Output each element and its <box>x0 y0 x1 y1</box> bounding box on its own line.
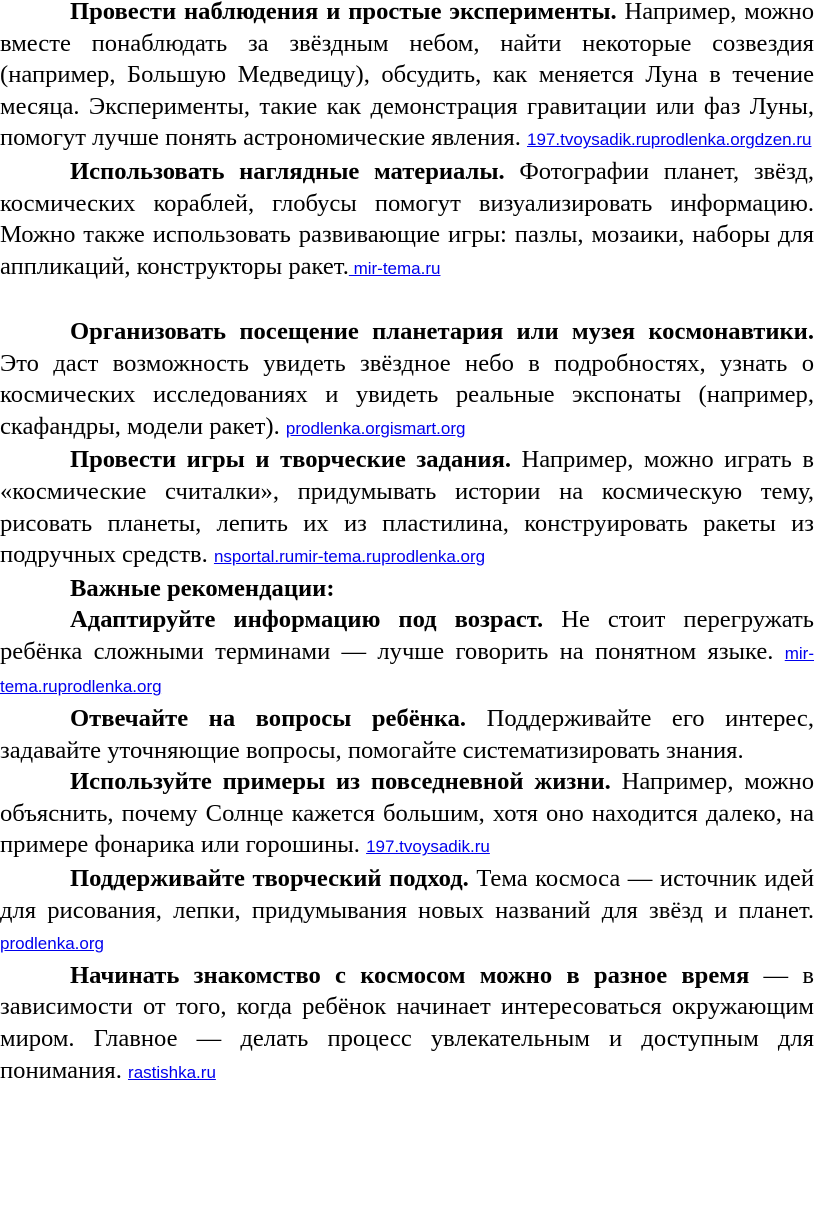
paragraph-text: Например, можно играть в «космические считалки», придумывать истории на космическую тему, рисовать планеты, лепить их из пластилина, конструировать ракеты из подручных средств. <box>0 446 815 569</box>
paragraph-heading: Использовать наглядные материалы. <box>70 157 505 185</box>
source-link[interactable]: mir-tema.ru <box>348 258 441 278</box>
source-link[interactable]: 197.tvoysadik.ruprodlenka.orgdzen.ru <box>527 130 812 150</box>
paragraph-heading: Используйте примеры из повседневной жизни. <box>70 768 611 796</box>
recommendation-creative <box>0 863 814 960</box>
paragraph-text: Тема космоса — источник идей для рисования, лепки, придумывания новых названий для звёзд и планет. <box>0 865 814 924</box>
paragraph-heading: Отвечайте на вопросы ребёнка. <box>70 705 467 733</box>
paragraph-text: Фотографии планет, звёзд, космических кораблей, глобусы помогут визуализировать информацию. Можно также использовать развивающие игры: пазлы, мозаики, наборы для аппликаций, конструкторы ракет. <box>0 157 814 280</box>
recommendation-age <box>0 604 814 703</box>
paragraph-heading: Поддерживайте творческий подход. <box>70 865 469 893</box>
source-link[interactable]: mir-tema.ruprodlenka.org <box>0 643 814 697</box>
paragraph-games <box>0 444 814 572</box>
paragraph-heading: Провести наблюдения и простые эксперименты. <box>70 0 617 25</box>
paragraph-heading: Адаптируйте информацию под возраст. <box>70 606 544 634</box>
paragraph-observations <box>0 0 814 156</box>
paragraph-visual-materials <box>0 156 814 284</box>
paragraph-text: Поддерживайте его интерес, задавайте уточняющие вопросы, помогайте систематизировать знания. <box>0 705 814 764</box>
paragraph-heading: Организовать посещение планетария или музея космонавтики. <box>70 317 814 345</box>
source-link[interactable]: rastishka.ru <box>128 1062 216 1082</box>
paragraph-text: Это даст возможность увидеть звёздное небо в подробностях, узнать о космических исследованиях и увидеть реальные экспонаты (например, скафандры, модели ракет). <box>0 349 814 440</box>
recommendations-heading: Важные рекомендации: <box>70 574 335 602</box>
source-link[interactable]: prodlenka.orgismart.org <box>285 418 466 438</box>
paragraph-heading: Начинать знакомство с космосом можно в разное время <box>70 961 750 989</box>
paragraph-text: Например, можно объяснить, почему Солнце кажется большим, хотя оно находится далеко, на примере фонарика или горошины. <box>0 768 814 859</box>
paragraph-text: — в зависимости от того, когда ребёнок начинает интересоваться окружающим миром. Главное — делать процесс увлекательным и доступным для понимания. <box>0 961 814 1084</box>
source-link[interactable]: 197.tvoysadik.ru <box>366 837 490 857</box>
source-link[interactable]: prodlenka.org <box>0 934 104 954</box>
source-link[interactable]: nsportal.rumir-tema.ruprodlenka.org <box>213 547 486 567</box>
paragraph-heading: Провести игры и творческие задания. <box>70 446 512 474</box>
recommendation-timing <box>0 960 814 1088</box>
paragraph-planetarium <box>0 316 814 444</box>
recommendation-questions <box>0 703 814 766</box>
paragraph-text: Например, можно вместе понаблюдать за звёздным небом, найти некоторые созвездия (например, Большую Медведицу), обсудить, как меняется Луна в течение месяца. Эксперименты, такие как демонстрация гравитации или фаз Луны, помогут лучше понять астрономические явления. <box>0 0 814 152</box>
paragraph-text: Не стоит перегружать ребёнка сложными терминами — лучше говорить на понятном языке. <box>0 606 814 665</box>
recommendation-examples <box>0 766 814 863</box>
